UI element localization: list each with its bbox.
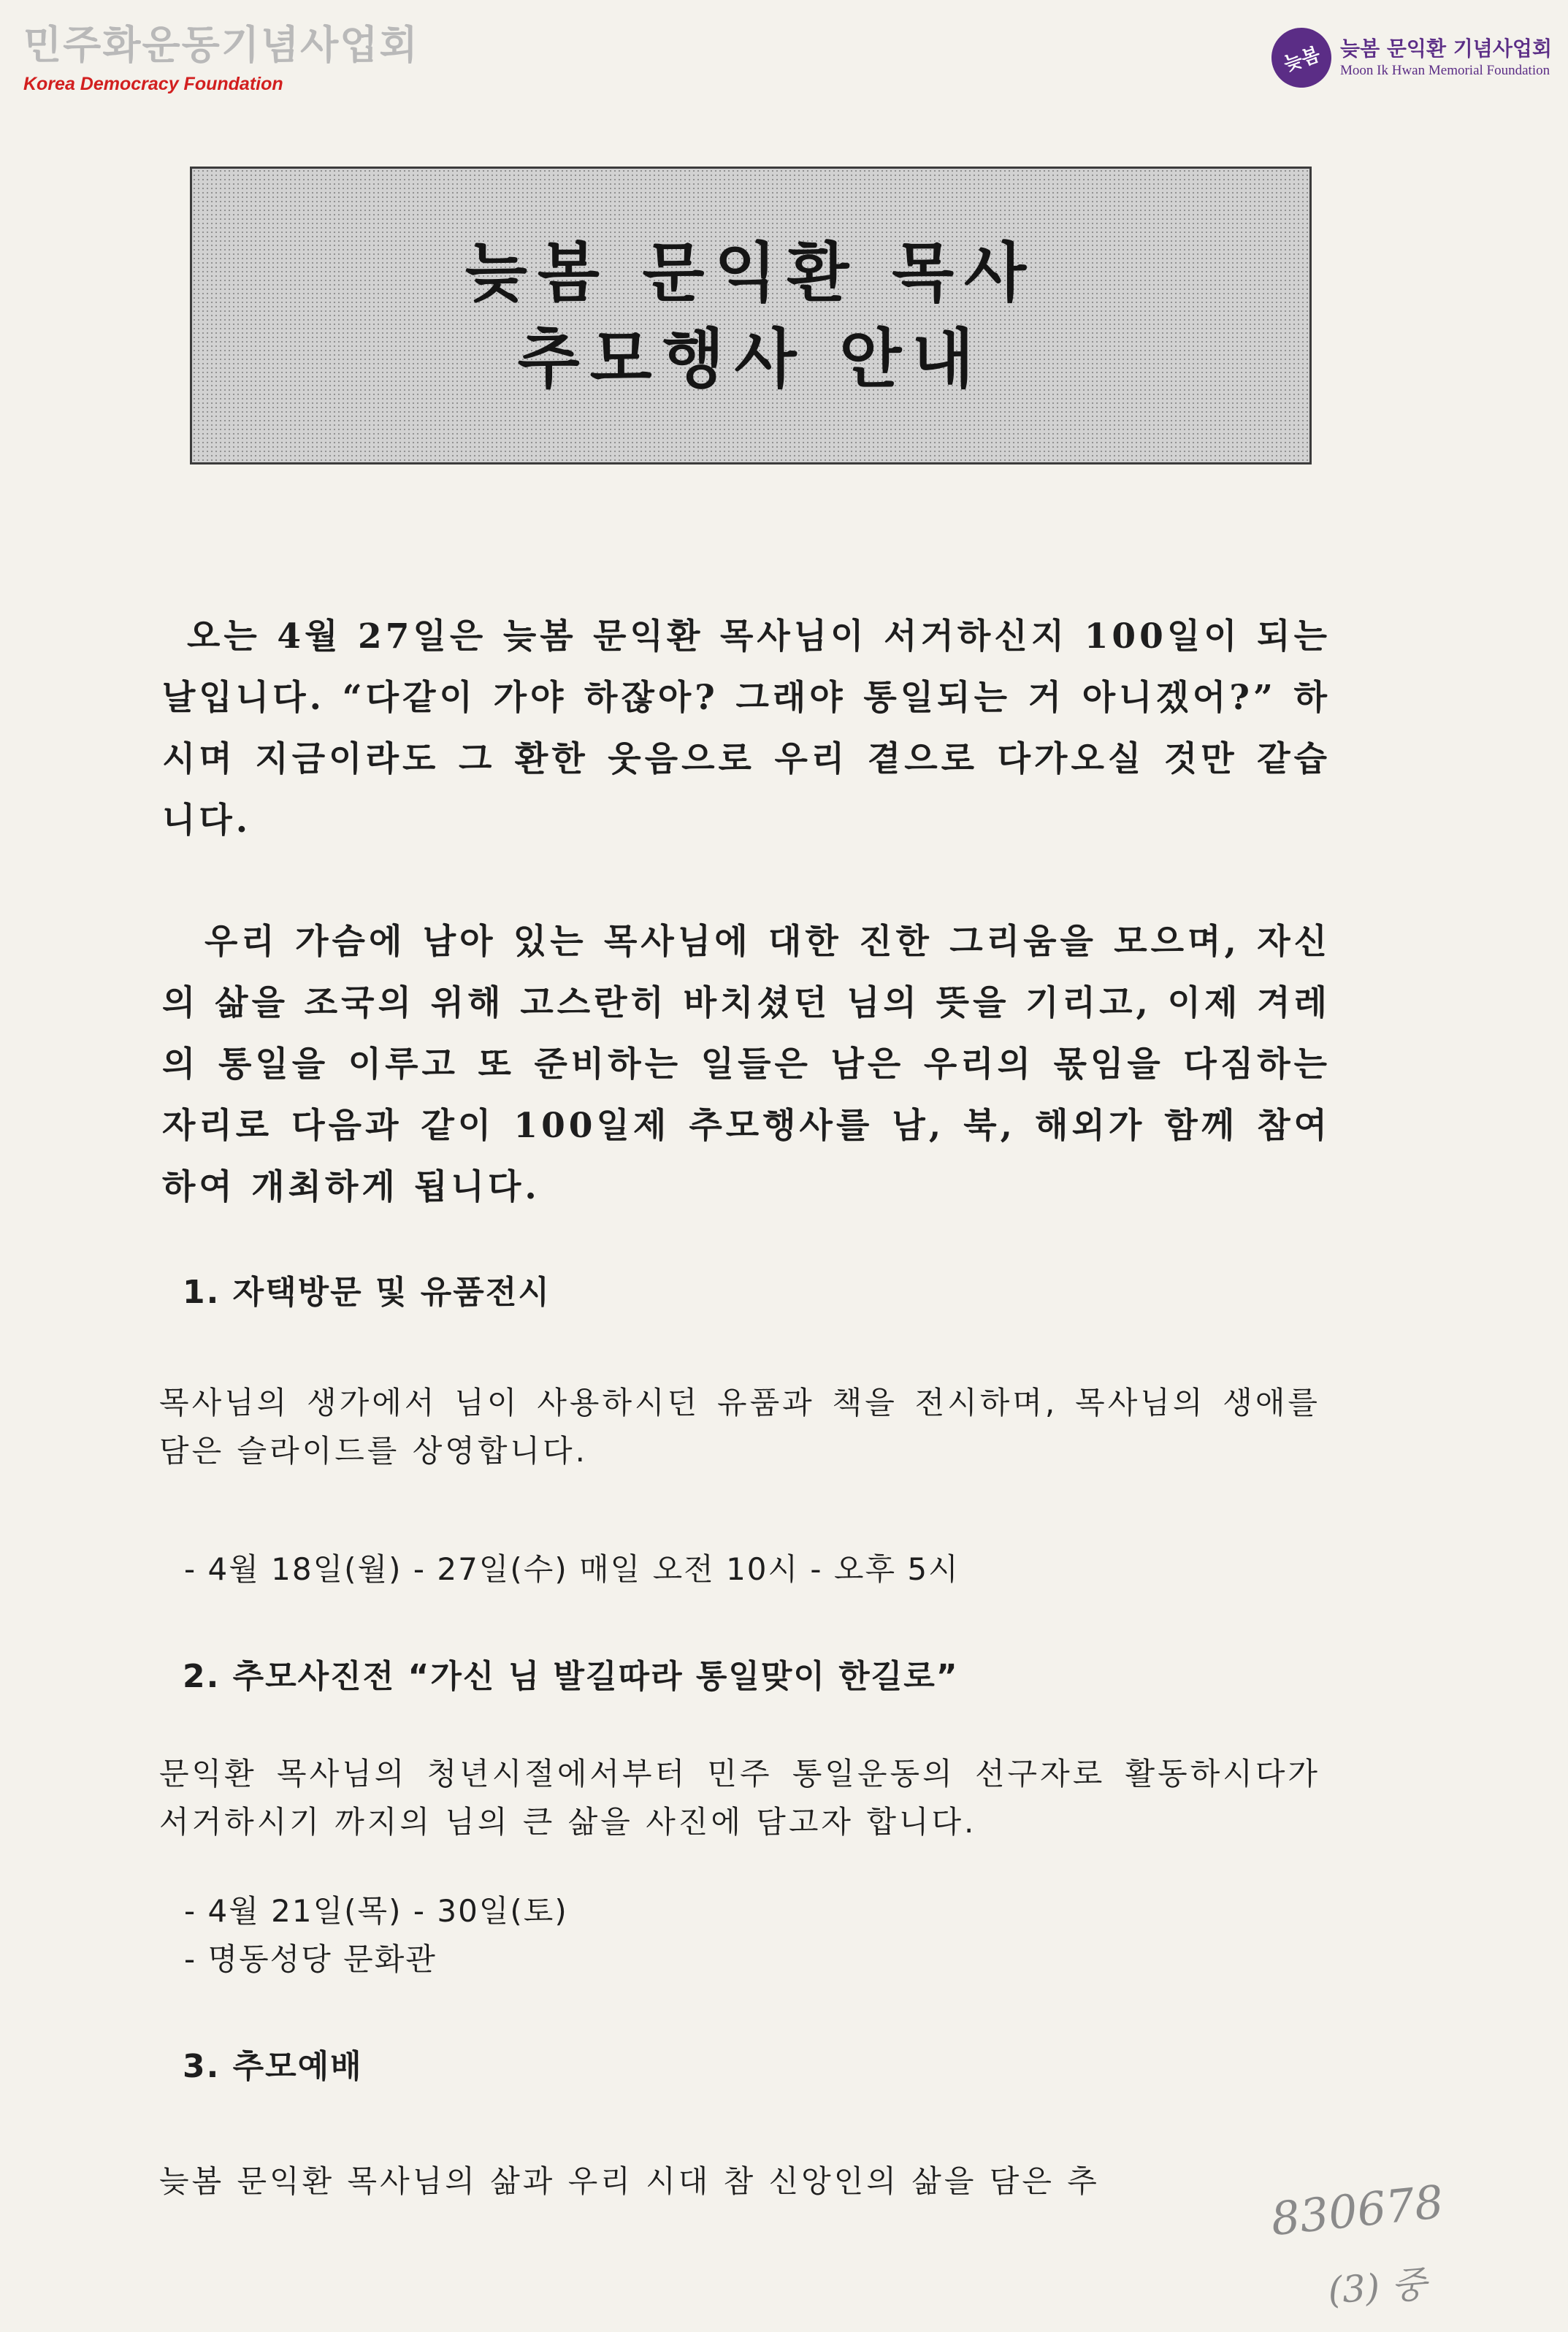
section-2-bullet-2: - 명동성당 문화관 [184,1941,437,1977]
title-line-1: 늦봄 문익환 목사 [464,234,1037,310]
title-line-2: 추모행사 안내 [517,321,984,397]
kdf-logo-korean: 민주화운동기념사업회 [23,22,419,68]
title-box [190,167,1312,465]
kdf-logo [23,22,419,95]
section-3-body: 늦봄 문익환 목사님의 삶과 우리 시대 참 신앙인의 삶을 담은 추 [159,2163,1100,2199]
handwritten-archive-number: 830678 [1268,2174,1446,2247]
section-1-bullet-1: - 4월 18일(월) - 27일(수) 매일 오전 10시 - 오후 5시 [184,1551,960,1587]
moon-foundation-logo [1271,28,1552,88]
handwritten-note: (3) 중 [1326,2263,1429,2312]
intro-paragraph-2: 우리 가슴에 남아 있는 목사님에 대한 진한 그리움을 모으며, 자신의 삶을 조국의 위해 고스란히 바치셨던 님의 뜻을 기리고, 이제 겨레의 통일을 이루고 또 준비하는 일들은 남은 우리의 몫임을 다짐하는 자리로 다음과 같이 100일제 추모행사를 남, 북, 해외가 함께 참여하여 개최하게 됩니다. [162,922,1331,1207]
intro-paragraph-1: 오는 4월 27일은 늦봄 문익환 목사님이 서거하신지 100일이 되는 날입니다. “다같이 가야 하잖아? 그래야 통일되는 거 아니겠어?” 하시며 지금이라도 그 환한 웃음으로 우리 곁으로 다가오실 것만 같습니다. [162,616,1331,841]
section-1-body: 목사님의 생가에서 님이 사용하시던 유품과 책을 전시하며, 목사님의 생애를 담은 슬라이드를 상영합니다. [159,1385,1320,1469]
section-2-body: 문익환 목사님의 청년시절에서부터 민주 통일운동의 선구자로 활동하시다가 서거하시기 까지의 님의 큰 삶을 사진에 담고자 합니다. [159,1756,1320,1840]
foundation-name-korean: 늦봄 문익환 기념사업회 [1340,37,1552,61]
kdf-logo-english: Korea Democracy Foundation [23,74,283,94]
section-1-heading: 1. 자택방문 및 유품전시 [183,1274,551,1311]
section-3-heading: 3. 추모예배 [183,2048,363,2085]
section-2-bullet-1: - 4월 21일(목) - 30일(토) [184,1893,568,1929]
foundation-seal-icon: 늦봄 [1263,20,1339,95]
section-2-heading: 2. 추모사진전 “가신 님 발길따라 통일맞이 한길로” [183,1658,959,1695]
foundation-name-english: Moon Ik Hwan Memorial Foundation [1340,63,1550,78]
